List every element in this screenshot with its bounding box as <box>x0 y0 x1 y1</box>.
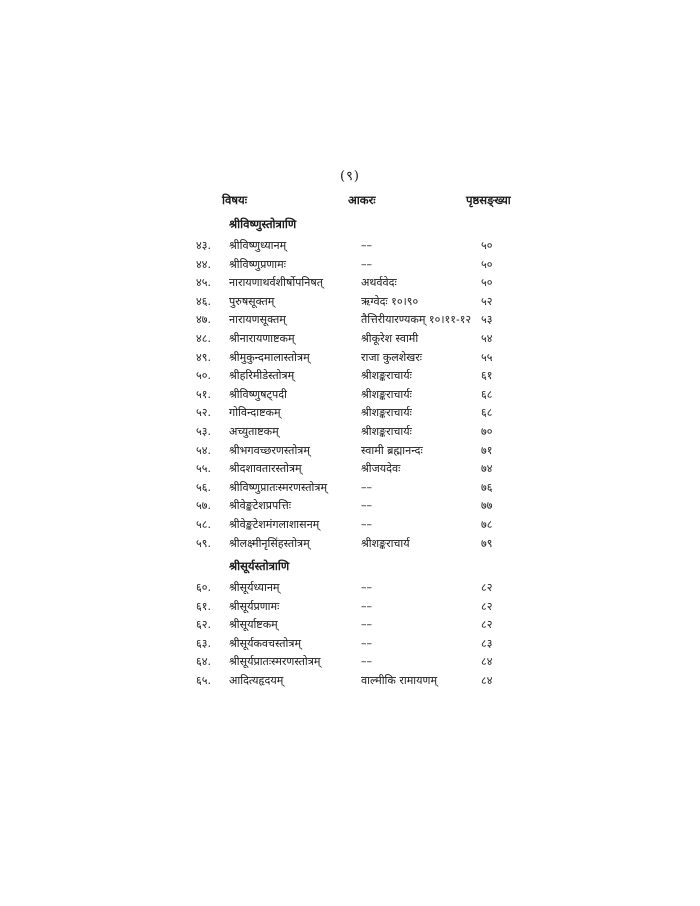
entry-source: –– <box>361 636 372 650</box>
entry-page: ६१ <box>481 369 493 383</box>
toc-entry <box>0 579 700 598</box>
entry-title: नारायणसूक्तम् <box>229 313 286 327</box>
entry-source: अथर्ववेदः <box>361 276 397 290</box>
entry-title: श्रीविष्णुषट्पदी <box>229 387 287 401</box>
entry-title: श्रीसूर्यकवचस्तोत्रम् <box>229 636 302 650</box>
entry-number: ६४. <box>196 655 211 669</box>
toc-entry <box>0 386 700 405</box>
entry-title: श्रीविष्णुध्यानम् <box>229 239 287 252</box>
entry-page: ८२ <box>481 599 493 613</box>
toc-entry <box>0 423 700 442</box>
entry-page: ५५ <box>481 350 493 364</box>
entry-source: श्रीशङ्कराचार्यः <box>361 387 412 401</box>
entry-page: ८२ <box>481 618 493 632</box>
entry-number: ४७. <box>196 313 211 327</box>
entry-source: ऋग्वेदः १०।९० <box>361 294 419 308</box>
entry-number: ४३. <box>196 239 211 252</box>
page-header: पृष्ठसङ्ख्या <box>466 193 511 207</box>
entry-page: ७४ <box>481 462 493 476</box>
entry-source: श्रीकूरेश स्वामी <box>361 331 419 345</box>
entry-number: ४९. <box>196 350 211 364</box>
entry-number: ६१. <box>196 599 211 613</box>
entry-title: श्रीहरिमीडेस्तोत्रम् <box>229 369 295 383</box>
toc-entry <box>0 367 700 386</box>
entry-source: –– <box>361 257 372 271</box>
toc-entry <box>0 598 700 617</box>
entry-number: ६५. <box>196 674 211 688</box>
toc-entry <box>0 616 700 635</box>
entry-page: ८४ <box>481 674 493 688</box>
toc-entry <box>0 256 700 275</box>
entry-page: ७६ <box>481 480 493 494</box>
entry-page: ५० <box>481 257 493 271</box>
entry-source: श्रीशङ्कराचार्य <box>361 536 410 550</box>
section-heading <box>0 215 700 237</box>
entry-page: ७७ <box>481 499 493 513</box>
toc-entry <box>0 293 700 312</box>
entry-number: ४५. <box>196 276 211 290</box>
entry-page: ८४ <box>481 655 493 669</box>
entry-page: ५३ <box>481 313 493 327</box>
entry-title: श्रीविष्णुप्रणामः <box>229 257 286 271</box>
page-number: (९) <box>340 169 360 184</box>
entry-number: ४६. <box>196 294 211 308</box>
entry-number: ५२. <box>196 406 211 420</box>
entry-source: वाल्मीकि रामायणम् <box>361 674 438 688</box>
toc-entry <box>0 237 700 256</box>
entry-source: –– <box>361 480 372 494</box>
entry-title: श्रीसूर्याष्टकम् <box>229 618 278 632</box>
toc-entry <box>0 653 700 672</box>
toc-entry <box>0 635 700 654</box>
section-title: श्रीविष्णुस्तोत्राणि <box>229 217 297 231</box>
entry-source: –– <box>361 655 372 669</box>
entry-title: नारायणाथर्वशीर्षोपनिषत् <box>229 276 323 290</box>
entry-page: ५२ <box>481 294 493 308</box>
entry-source: –– <box>361 239 372 252</box>
entry-number: ५६. <box>196 480 211 494</box>
entry-number: ५८. <box>196 517 211 531</box>
entry-title: गोविन्दाष्टकम् <box>229 406 281 420</box>
entry-number: ६३. <box>196 636 211 650</box>
entry-page: ५० <box>481 239 493 252</box>
entry-number: ५५. <box>196 462 211 476</box>
entry-title: श्रीसूर्यप्रणामः <box>229 599 280 613</box>
table-of-contents <box>0 193 700 691</box>
entry-page: ६८ <box>481 406 493 420</box>
entry-title: श्रीवेङ्कटेशप्रपत्तिः <box>229 499 291 513</box>
entry-source: श्रीशङ्कराचार्यः <box>361 424 412 438</box>
entry-title: श्रीविष्णुप्रातःस्मरणस्तोत्रम् <box>229 480 328 494</box>
toc-entry <box>0 311 700 330</box>
entry-page: ७८ <box>481 517 493 531</box>
entry-source: राजा कुलशेखरः <box>361 350 422 364</box>
entry-title: श्रीदशावतारस्तोत्रम् <box>229 462 302 476</box>
section-heading <box>0 557 700 579</box>
entry-source: –– <box>361 499 372 513</box>
toc-entry <box>0 516 700 535</box>
entry-title: अच्युताष्टकम् <box>229 424 279 438</box>
entry-source: –– <box>361 581 372 595</box>
entry-source: स्वामी ब्रह्मानन्दः <box>361 443 423 457</box>
entry-number: ५४. <box>196 443 211 457</box>
entry-page: ८२ <box>481 581 493 595</box>
entry-source: श्रीशङ्कराचार्यः <box>361 406 412 420</box>
entry-source: –– <box>361 618 372 632</box>
toc-entry <box>0 404 700 423</box>
entry-source: –– <box>361 599 372 613</box>
entry-page: ५४ <box>481 331 493 345</box>
column-headers <box>0 193 700 215</box>
entry-number: ५३. <box>196 424 211 438</box>
entry-title: श्रीमुकुन्दमालास्तोत्रम् <box>229 350 310 364</box>
entry-number: ५१. <box>196 387 211 401</box>
entry-source: श्रीशङ्कराचार्यः <box>361 369 412 383</box>
source-header: आकरः <box>348 193 376 207</box>
entry-number: ४४. <box>196 257 211 271</box>
toc-entry <box>0 479 700 498</box>
entry-page: ७१ <box>481 443 493 457</box>
entry-title: श्रीनारायणाष्टकम् <box>229 331 295 345</box>
toc-entry <box>0 497 700 516</box>
entry-title: श्रीलक्ष्मीनृसिंहस्तोत्रम् <box>229 536 310 550</box>
entry-number: ५०. <box>196 369 211 383</box>
entry-number: ५९. <box>196 536 211 550</box>
entry-number: ५७. <box>196 499 211 513</box>
entry-title: श्रीभगवच्छरणस्तोत्रम् <box>229 443 310 457</box>
entry-title: श्रीसूर्यप्रातःस्मरणस्तोत्रम् <box>229 655 321 669</box>
entry-title: श्रीसूर्यध्यानम् <box>229 581 280 595</box>
entry-source: –– <box>361 517 372 531</box>
toc-entry <box>0 535 700 554</box>
toc-entry <box>0 330 700 349</box>
toc-sections <box>0 215 700 691</box>
toc-entry <box>0 442 700 461</box>
entry-number: ४८. <box>196 331 211 345</box>
subject-header: विषयः <box>222 193 248 207</box>
toc-entry <box>0 672 700 691</box>
entry-number: ६०. <box>196 581 211 595</box>
toc-entry <box>0 460 700 479</box>
entry-number: ६२. <box>196 618 211 632</box>
toc-entry <box>0 274 700 293</box>
entry-page: ८३ <box>481 636 493 650</box>
entry-source: श्रीजयदेवः <box>361 462 401 476</box>
entry-page: ५० <box>481 276 493 290</box>
entry-title: आदित्यहृदयम् <box>229 674 284 688</box>
entry-page: ६८ <box>481 387 493 401</box>
entry-source: तैत्तिरीयारण्यकम् १०।११-१२ <box>361 313 472 327</box>
entry-title: पुरुषसूक्तम् <box>229 294 275 308</box>
toc-entry <box>0 349 700 368</box>
entry-title: श्रीवेङ्कटेशमंगलाशासनम् <box>229 517 320 531</box>
entry-page: ७० <box>481 424 493 438</box>
entry-page: ७९ <box>481 536 493 550</box>
section-title: श्रीसूर्यस्तोत्राणि <box>229 559 290 574</box>
